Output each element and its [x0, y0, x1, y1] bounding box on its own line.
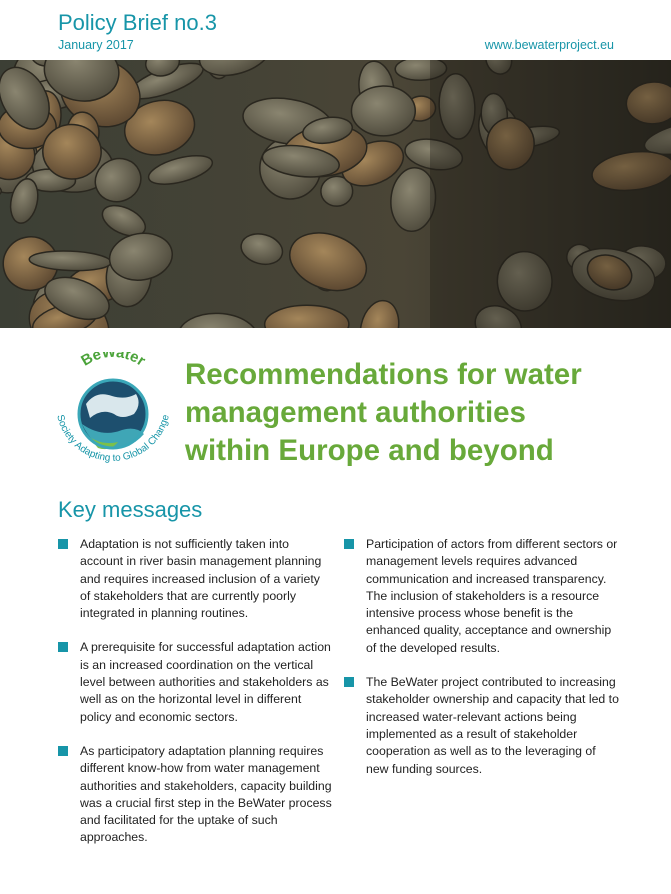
key-messages-left-column: [58, 536, 333, 864]
key-message-item: [344, 674, 619, 778]
key-message-item: [344, 536, 619, 657]
key-messages-heading: Key messages: [58, 497, 203, 522]
key-message-text: The BeWater project contributed to increasing stakeholder ownership and capacity that led to increased water-relevant actions being implemented as a result of stakeholder cooperation as well as to the leveraging of new funding sources.: [366, 675, 619, 776]
bewater-logo: [48, 352, 178, 470]
logo-tagline: Society Adapting to Global Change: [54, 413, 172, 465]
publication-date: January 2017: [58, 38, 134, 52]
key-message-text: A prerequisite for successful adaptation action is an increased coordination on the vertical level between authorities and stakeholders as well as on the horizontal level in different policy and economic sectors.: [80, 640, 331, 724]
key-message-text: Adaptation is not sufficiently taken into account in river basin management planning and requires increased inclusion of a variety of stakeholders that are currently poorly integrated in planning routines.: [80, 537, 322, 621]
policy-brief-title: Policy Brief no.3: [58, 10, 217, 35]
headline-line: Recommendations for water: [185, 358, 582, 391]
river-stones-photo: [0, 60, 671, 328]
key-message-text: Participation of actors from different sectors or management levels requires advanced communication and increased transparency. The inclusion of stakeholders is a resource intensive process whose benefit is the enhanced quality, acceptance and ownership of the developed results.: [366, 537, 618, 655]
svg-text:BeWater: [78, 352, 148, 370]
bullet-square-icon: [344, 539, 354, 549]
logo-brand: BeWater: [78, 352, 149, 370]
bullet-square-icon: [344, 677, 354, 687]
bullet-square-icon: [58, 746, 68, 756]
brief-headline: [185, 356, 655, 470]
key-message-item: [58, 639, 333, 725]
key-message-text: As participatory adaptation planning requires different know-how from water management authorities and stakeholders, capacity building was a crucial first step in the BeWater process and facilitated for the uptake of such approaches.: [80, 743, 332, 845]
project-url-link[interactable]: www.bewaterproject.eu: [484, 38, 614, 52]
bullet-square-icon: [58, 539, 68, 549]
key-messages-right-column: [344, 536, 619, 795]
headline-line: within Europe and beyond: [185, 434, 554, 467]
key-message-item: [58, 743, 333, 847]
headline-line: management authorities: [185, 396, 526, 429]
key-message-item: [58, 536, 333, 622]
bullet-square-icon: [58, 642, 68, 652]
pebble-shape: [351, 86, 415, 136]
